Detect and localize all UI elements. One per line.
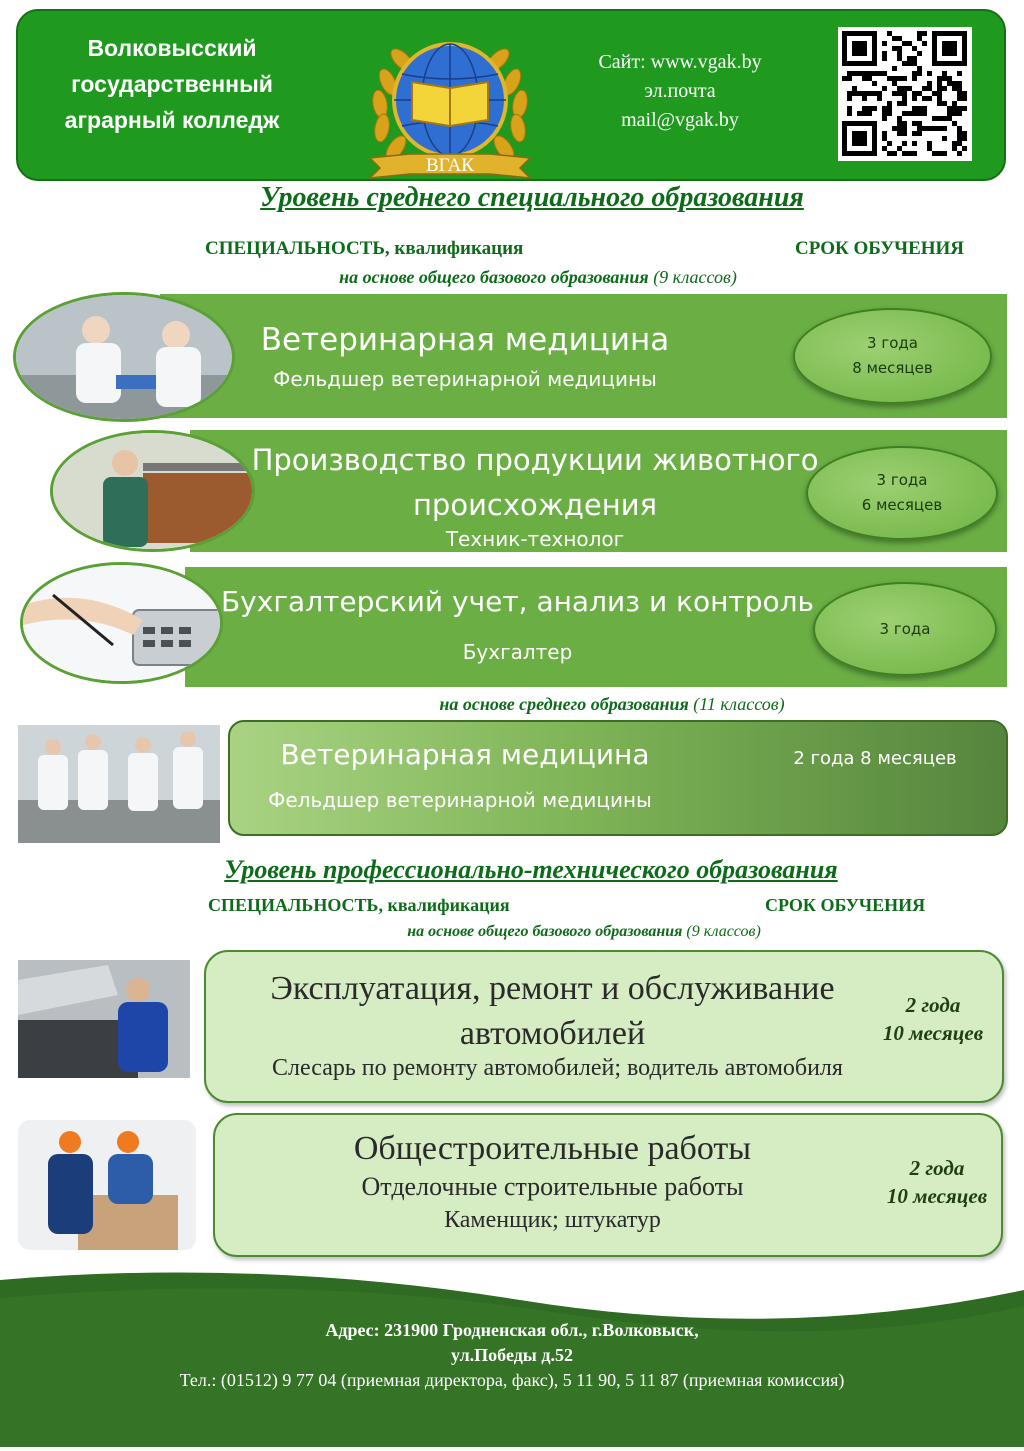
site-link[interactable]: Сайт: www.vgak.by <box>598 51 762 73</box>
column-header-duration: СРОК ОБУЧЕНИЯ <box>765 895 926 915</box>
program-qualification: Бухгалтер <box>462 640 573 664</box>
college-name: Волковысский государственный аграрный колледж <box>64 35 280 133</box>
email-label: эл.почта <box>644 80 716 102</box>
duration-oval: 3 года <box>813 582 997 676</box>
column-header-specialty: СПЕЦИАЛЬНОСТЬ, квалификация <box>205 238 524 259</box>
contacts-block <box>575 48 785 135</box>
phone-line: Тел.: (01512) 9 77 04 (приемная директора, факс), 5 11 90, 5 11 87 (приемная комиссия) <box>179 1370 845 1390</box>
qr-code <box>838 27 972 161</box>
program-specialization: Отделочные строительные работы <box>361 1172 744 1201</box>
program-qualification: Фельдшер ветеринарной медицины <box>268 788 652 812</box>
column-header-specialty: СПЕЦИАЛЬНОСТЬ, квалификация <box>208 895 510 915</box>
program-name: Эксплуатация, ремонт и обслуживание автомобилей <box>270 970 835 1052</box>
college-logo <box>350 22 550 180</box>
program-name: Производство продукции животного происхождения <box>251 443 819 522</box>
program-qualification: Фельдшер ветеринарной медицины <box>273 367 657 391</box>
basis-11-classes: на основе среднего образования (11 классов) <box>439 694 785 714</box>
logo-text: ВГАК <box>426 155 474 176</box>
section-title-pte: Уровень профессионально-технического образования <box>224 855 838 884</box>
program-name: Бухгалтерский учет, анализ и контроль <box>220 585 815 618</box>
address-line-2: ул.Победы д.52 <box>451 1345 573 1365</box>
program-duration: 2 года 10 месяцев <box>886 1156 988 1208</box>
photo-auto-repair <box>18 960 190 1078</box>
column-header-duration: СРОК ОБУЧЕНИЯ <box>795 238 965 259</box>
program-name: Общестроительные работы <box>353 1130 752 1167</box>
photo-livestock <box>50 430 255 552</box>
program-qualification: Техник-технолог <box>445 527 625 551</box>
duration-oval: 3 года 6 месяцев <box>806 446 998 540</box>
footer-contacts <box>0 1318 1024 1393</box>
program-name: Ветеринарная медицина <box>260 322 670 358</box>
photo-construction <box>18 1120 196 1250</box>
program-qualification: Слесарь по ремонту автомобилей; водитель автомобиля <box>272 1055 843 1081</box>
section-title-sse: Уровень среднего специального образования <box>260 182 804 213</box>
program-qualification: Каменщик; штукатур <box>444 1207 661 1233</box>
basis-9-classes: на основе общего базового образования (9 классов) <box>339 267 737 287</box>
program-duration: 2 года 8 месяцев <box>793 748 957 769</box>
basis-9-classes: на основе общего базового образования (9 классов) <box>407 923 761 940</box>
address-line-1: Адрес: 231900 Гродненская обл., г.Волковыск, <box>325 1320 699 1340</box>
email-link[interactable]: mail@vgak.by <box>621 109 739 131</box>
duration-oval: 3 года 8 месяцев <box>793 308 992 404</box>
photo-vet-group <box>18 725 220 843</box>
photo-accounting <box>20 562 223 684</box>
program-name: Ветеринарная медицина <box>280 738 650 771</box>
program-duration: 2 года 10 месяцев <box>882 993 984 1045</box>
photo-vet-lab <box>13 292 235 422</box>
